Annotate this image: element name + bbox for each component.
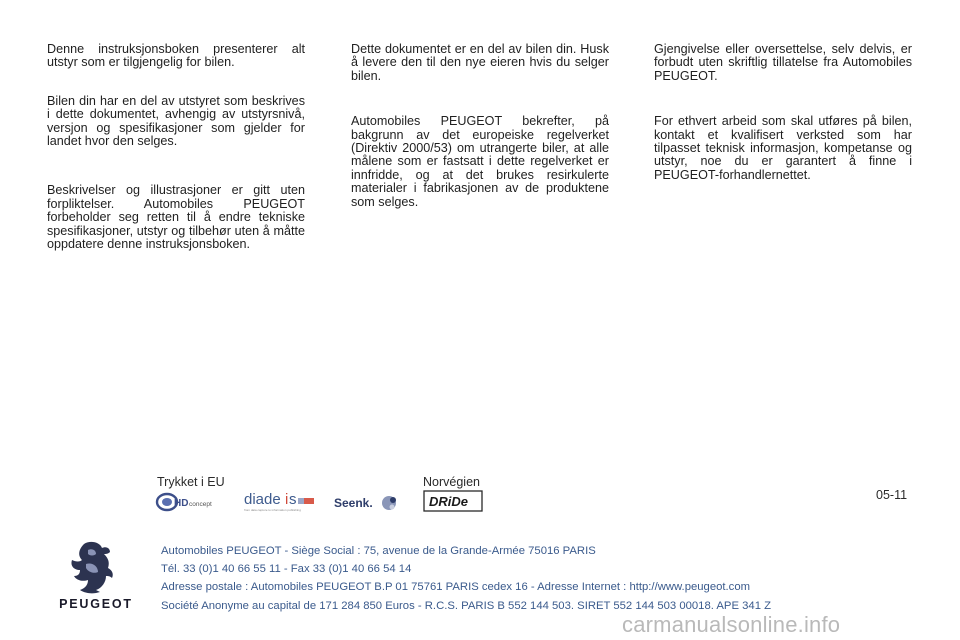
svg-text:diade: diade [244, 491, 281, 508]
footer-address-line: Automobiles PEUGEOT - Siège Social : 75, avenue de la Grande-Armée 75016 PARIS [161, 545, 596, 557]
svg-text:from data capture to informati: from data capture to information publishing [244, 508, 301, 512]
svg-text:HD: HD [174, 498, 189, 509]
company-footer [161, 542, 881, 615]
svg-text:concept: concept [189, 501, 212, 508]
text-column-3 [654, 43, 912, 207]
footer-legal-line: Société Anonyme au capital de 171 284 850 Euros - R.C.S. PARIS B 552 144 503. SIRET 552 144 503 00018. APE 341 Z [161, 599, 772, 612]
dride-logo [423, 490, 483, 512]
svg-text:Seenk.: Seenk. [334, 496, 373, 510]
text-column-2 [351, 43, 609, 234]
svg-text:DRiDe: DRiDe [429, 494, 469, 509]
footer-postal-line: Adresse postale : Automobiles PEUGEOT B.P 01 75761 PARIS cedex 16 - Adresse Internet : http://www.peugeot.com [161, 581, 751, 594]
text-column-1 [47, 43, 305, 276]
paragraph: Dette dokumentet er en del av bilen din. Husk å levere den til den nye eieren hvis du selger bilen. [351, 42, 609, 83]
paragraph: Denne instruksjonsboken presenterer alt utstyr som er tilgjengelig for bilen. [47, 42, 305, 70]
peugeot-lion-icon [66, 540, 118, 594]
diadeis-logo [244, 490, 316, 514]
hdconcept-logo [155, 490, 227, 514]
svg-text:i: i [285, 491, 289, 508]
paragraph: Automobiles PEUGEOT bekrefter, på bakgrunn av det europeiske regelverket (Direktiv 2000/53) om utrangerte biler, at alle målene som er fastsatt i dette regelverket er innfridde, og at det brukes resirkulerte materialer i fabrikasjonen av de produktene som selges. [351, 114, 609, 209]
edition-code: 05-11 [876, 488, 908, 502]
printed-in-label: Trykket i EU [157, 475, 225, 489]
peugeot-wordmark: PEUGEOT [59, 597, 133, 611]
svg-text:s: s [289, 491, 297, 508]
paragraph: Bilen din har en del av utstyret som beskrives i dette dokumentet, avhengig av utstyrsnivå, versjon og spesifikasjoner som gjelder for landet hvor den selges. [47, 93, 305, 149]
paragraph: Gjengivelse eller oversettelse, selv delvis, er forbudt uten skriftlig tillatelse fra Automobiles PEUGEOT. [654, 42, 912, 83]
paragraph: For ethvert arbeid som skal utføres på bilen, kontakt et kvalifisert verksted som har tilpasset teknisk informasjon, kompetanse og utstyr, noe du er garantert å finne i PEUGEOT-forhandlernettet. [654, 114, 912, 182]
paragraph: Beskrivelser og illustrasjoner er gitt uten forpliktelser. Automobiles PEUGEOT forbeholder seg retten til å endre tekniske spesifikasjoner, utstyr og tilbehør uten å måtte oppdatere denne instruksjonsboken. [47, 183, 305, 252]
seenk-logo [334, 492, 402, 516]
language-label: Norvégien [423, 475, 480, 489]
watermark: carmanualsonline.info [622, 612, 841, 637]
footer-phone-line: Tél. 33 (0)1 40 66 55 11 - Fax 33 (0)1 40 66 54 14 [161, 563, 412, 576]
